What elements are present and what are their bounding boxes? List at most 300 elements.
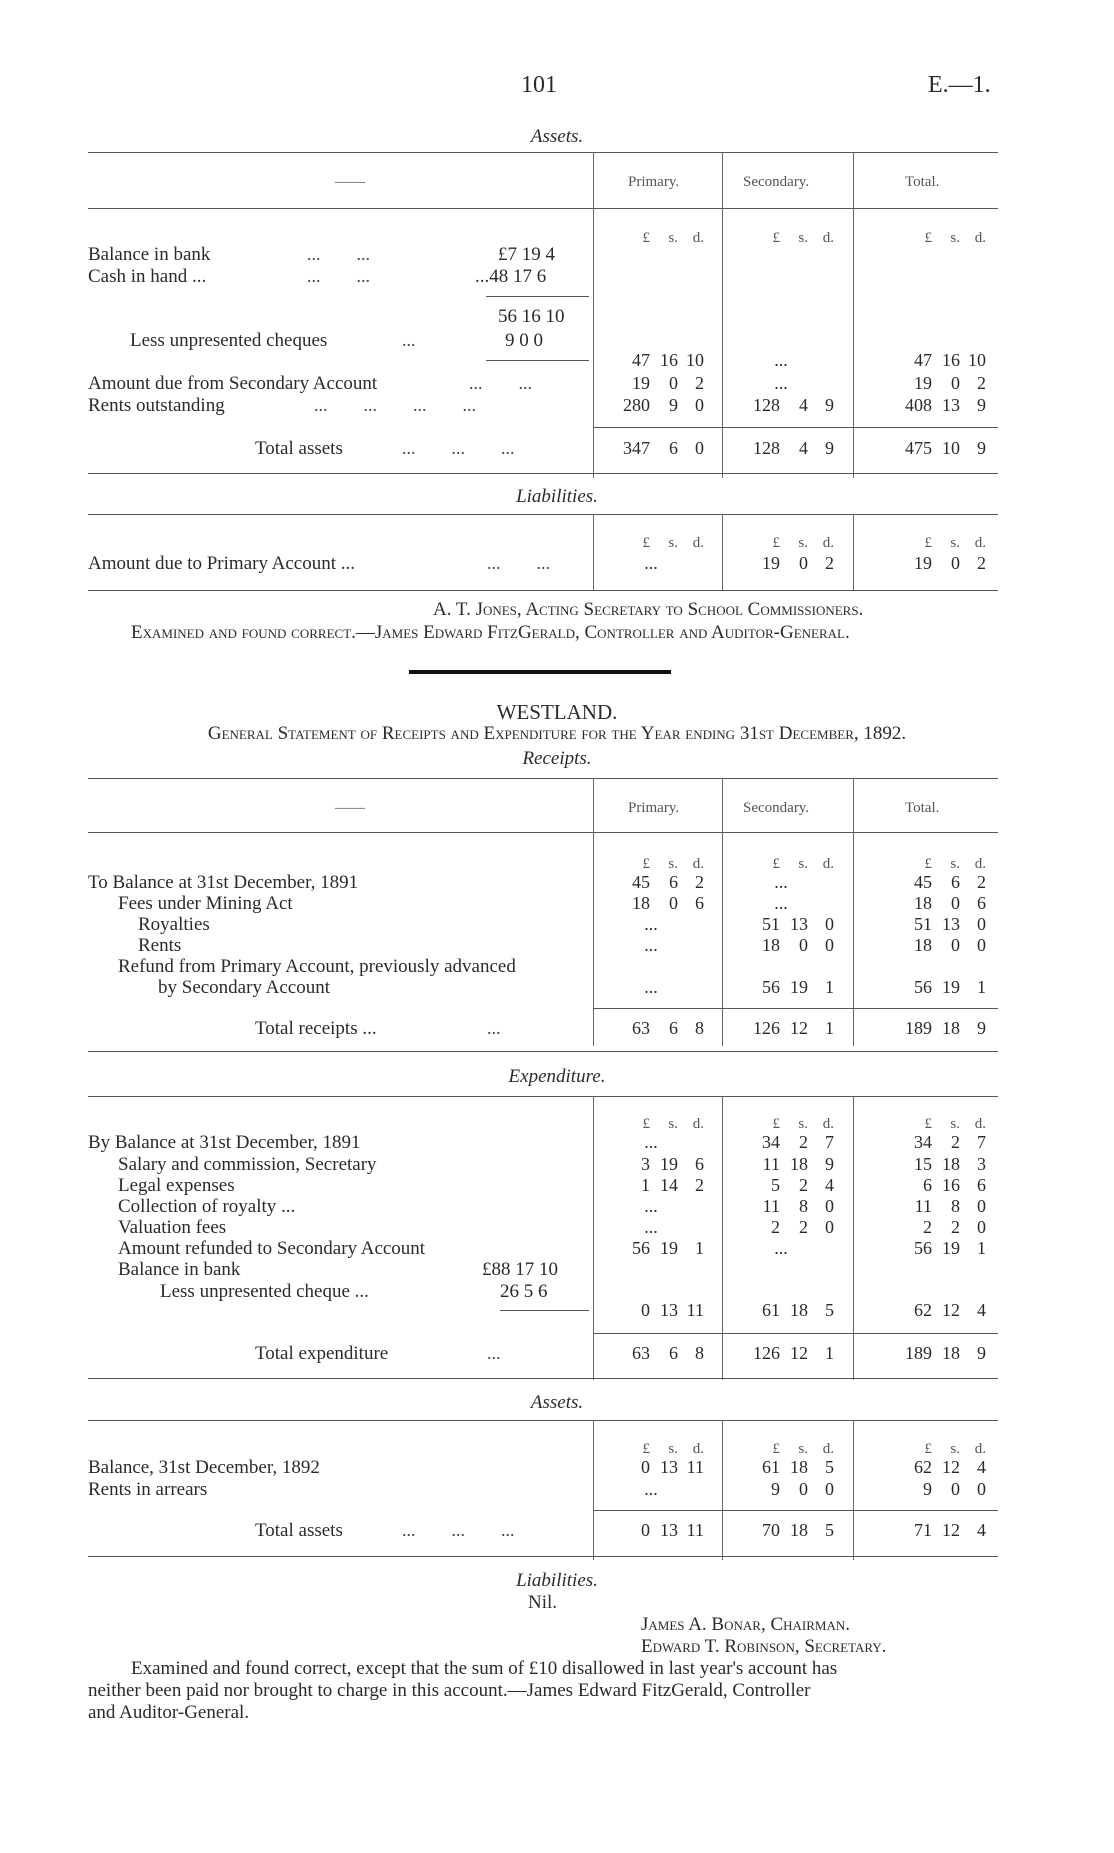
unit-pound: £ [772,856,780,872]
expenditure-heading: Expenditure. [508,1066,606,1087]
westland-asset-0-total-shillings: 12 [942,1457,960,1477]
expenditure-2-secondary-pence: 4 [825,1175,834,1195]
westland-asset-0-secondary-pence: 5 [825,1457,834,1477]
unit-pound: £ [642,535,650,551]
column-divider [722,1096,723,1380]
rents-outstanding-primary [598,395,704,416]
amount-due-primary-secondary-shillings: 0 [799,553,808,573]
net-row-total-pence: 10 [968,350,986,370]
unit-pence: d. [822,230,834,246]
expenditure-4-total-pence: 0 [977,1217,986,1237]
total-receipts-primary [598,1018,704,1039]
westland-asset-0-total-pounds: 62 [914,1457,932,1477]
expenditure-label-4: Valuation fees [118,1217,227,1238]
column-divider [853,514,854,590]
receipt-5-secondary-shillings: 19 [790,977,808,997]
receipt-5-primary [598,977,704,998]
expenditure-5-total-shillings: 19 [942,1238,960,1258]
rents-outstanding-label: Rents outstanding [88,395,225,416]
westland-title: WESTLAND. [496,700,618,724]
net-row-secondary-nil: ... [774,350,788,370]
cash-in-hand-label: Cash in hand ... [88,266,207,287]
westland-asset-1-total-pounds: 9 [923,1479,932,1499]
expenditure-1-primary-shillings: 19 [660,1154,678,1174]
receipt-2-secondary-pence: 0 [825,914,834,934]
balance-net-rule [500,1310,589,1311]
westland-asset-1-secondary-pence: 0 [825,1479,834,1499]
expenditure-1-total-pence: 3 [977,1154,986,1174]
unit-shilling: s. [668,856,678,872]
expenditure-4-secondary-pence: 0 [825,1217,834,1237]
total-assets-primary [598,438,704,459]
receipt-3-total [880,935,986,956]
total-expenditure-total-pounds: 189 [905,1343,932,1363]
amount-due-secondary-secondary-nil: ... [774,373,788,393]
unit-pound: £ [642,1116,650,1132]
westland-total-assets-secondary-pence: 5 [825,1520,834,1540]
westland-total-assets-secondary [728,1520,834,1541]
unit-shilling: s. [950,230,960,246]
amount-due-primary-label: Amount due to Primary Account ... [88,553,356,574]
westland-asset-1-total [880,1479,986,1500]
amount-due-secondary-primary [598,373,704,394]
rents-outstanding-secondary [728,395,834,416]
less-cheque-label: Less unpresented cheque ... [160,1281,369,1302]
unit-shilling: s. [798,1116,808,1132]
unit-shilling: s. [668,230,678,246]
less-cheques-label: Less unpresented cheques [130,330,328,351]
net-rule [486,360,589,361]
less-cheque-amount: 26 5 6 [500,1281,548,1302]
expenditure-3-secondary-pounds: 11 [762,1196,780,1216]
column-divider [593,1420,594,1560]
column-header-blank: —— [335,174,365,190]
expenditure-5-primary-pounds: 56 [632,1238,650,1258]
receipt-3-secondary-shillings: 0 [799,935,808,955]
westland-total-assets-primary-pence: 11 [686,1520,704,1540]
rents-outstanding-total-shillings: 13 [942,395,960,415]
expenditure-2-secondary [728,1175,834,1196]
expenditure-3-secondary [728,1196,834,1217]
expenditure-2-primary-pounds: 1 [641,1175,650,1195]
signature-jones: A. T. Jones, Acting Secretary to School Commissioners. [433,599,864,620]
westland-balance-in-bank-label: Balance in bank [118,1259,241,1280]
expenditure-label-2: Legal expenses [118,1175,235,1196]
expenditure-3-total-shillings: 8 [951,1196,960,1216]
liabilities-bottom-rule [88,590,998,591]
unit-pence: d. [692,535,704,551]
assets-heading: Assets. [530,126,584,147]
unit-pound: £ [772,1441,780,1457]
unit-shilling: s. [798,535,808,551]
balance-net-secondary-pounds: 61 [762,1300,780,1320]
expenditure-3-total-pounds: 11 [914,1196,932,1216]
total-assets-secondary [728,438,834,459]
secretary-signature: Edward T. Robinson, Secretary. [641,1636,887,1657]
receipt-0-total-pence: 2 [977,872,986,892]
expenditure-label-5: Amount refunded to Secondary Account [118,1238,426,1259]
column-divider [722,152,723,478]
expenditure-5-total [880,1238,986,1259]
leader-dots: ... ... ... [402,1520,515,1540]
unit-pound: £ [924,230,932,246]
receipt-5-secondary [728,977,834,998]
unit-shilling: s. [950,535,960,551]
amount-due-primary-primary-nil: ... [644,553,658,573]
unit-pound: £ [924,1116,932,1132]
total-assets-total-shillings: 10 [942,438,960,458]
unit-pound: £ [642,856,650,872]
westland-asset-0-primary-pence: 11 [686,1457,704,1477]
receipt-1-total-shillings: 0 [951,893,960,913]
total-expenditure-label: Total expenditure [255,1343,389,1364]
westland-total-assets-primary-pounds: 0 [641,1520,650,1540]
rents-outstanding-secondary-pence: 9 [825,395,834,415]
expenditure-top-rule [88,1096,998,1097]
receipt-label-5: by Secondary Account [158,977,331,998]
expenditure-2-total-shillings: 16 [942,1175,960,1195]
leader-dots: ... ... ... [402,438,515,458]
total-expenditure-total-shillings: 18 [942,1343,960,1363]
expenditure-label-1: Salary and commission, Secretary [118,1154,377,1175]
total-expenditure-secondary [728,1343,834,1364]
westland-total-assets-total-pence: 4 [977,1520,986,1540]
unit-header-secondary [728,1437,834,1458]
receipt-3-primary [598,935,704,956]
unit-pence: d. [974,1441,986,1457]
receipt-3-total-pence: 0 [977,935,986,955]
receipt-label-0: To Balance at 31st December, 1891 [88,872,359,893]
westland-total-assets-total-shillings: 12 [942,1520,960,1540]
receipt-1-primary-shillings: 0 [669,893,678,913]
receipt-2-total-pence: 0 [977,914,986,934]
receipt-3-total-shillings: 0 [951,935,960,955]
receipt-1-total-pounds: 18 [914,893,932,913]
unit-pence: d. [692,230,704,246]
amount-due-primary-secondary-pence: 2 [825,553,834,573]
total-receipts-secondary [728,1018,834,1039]
expenditure-1-secondary-shillings: 18 [790,1154,808,1174]
receipt-5-total-pounds: 56 [914,977,932,997]
unit-header-secondary [728,852,834,873]
total-receipts-total-pounds: 189 [905,1018,932,1038]
examined-statement: Examined and found correct.—James Edward FitzGerald, Controller and Auditor-General. [131,622,850,643]
total-assets-total [880,438,986,459]
amount-due-primary-total-pence: 2 [977,553,986,573]
amount-due-secondary-total-pence: 2 [977,373,986,393]
column-divider [593,778,594,1046]
expenditure-2-primary-pence: 2 [695,1175,704,1195]
amount-due-secondary-primary-shillings: 0 [669,373,678,393]
westland-asset-1-primary-nil: ... [644,1479,658,1499]
amount-due-primary-total-shillings: 0 [951,553,960,573]
total-assets-primary-pence: 0 [695,438,704,458]
receipts-total-rule [593,1008,998,1009]
rents-outstanding-primary-shillings: 9 [669,395,678,415]
total-rule [593,427,998,428]
receipt-3-secondary [728,935,834,956]
receipts-heading: Receipts. [522,748,592,769]
westland-total-assets-label: Total assets [255,1520,343,1541]
liabilities-top-rule [88,514,998,515]
rents-outstanding-secondary-shillings: 4 [799,395,808,415]
unit-pound: £ [772,535,780,551]
section-separator [409,670,671,674]
unit-pound: £ [642,1441,650,1457]
expenditure-0-total-pence: 7 [977,1132,986,1152]
expenditure-4-secondary [728,1217,834,1238]
unit-header-secondary [728,531,834,552]
westland-liabilities-heading: Liabilities. [516,1570,598,1591]
rents-outstanding-primary-pounds: 280 [623,395,650,415]
receipt-0-primary-pounds: 45 [632,872,650,892]
unit-shilling: s. [798,1441,808,1457]
westland-total-assets-primary-shillings: 13 [660,1520,678,1540]
expenditure-3-secondary-shillings: 8 [799,1196,808,1216]
balance-net-secondary [728,1300,834,1321]
expenditure-1-secondary-pence: 9 [825,1154,834,1174]
receipt-0-secondary [728,872,834,893]
receipt-label-2: Royalties [138,914,210,935]
receipt-0-total-shillings: 6 [951,872,960,892]
receipts-bottom-rule [88,1051,998,1052]
amount-due-primary-total [880,553,986,574]
column-header-primary: Primary. [628,174,680,190]
amount-due-primary-secondary-pounds: 19 [762,553,780,573]
liabilities-heading: Liabilities. [516,486,598,507]
receipt-5-total [880,977,986,998]
amount-due-primary-total-pounds: 19 [914,553,932,573]
receipt-0-secondary-nil: ... [774,872,788,892]
header-bottom-rule [88,208,998,209]
expenditure-5-secondary [728,1238,834,1259]
rents-outstanding-total [880,395,986,416]
unit-header-total [880,226,986,247]
amount-due-secondary-secondary [728,373,834,394]
expenditure-2-total-pounds: 6 [923,1175,932,1195]
receipt-0-primary-shillings: 6 [669,872,678,892]
balance-net-total-shillings: 12 [942,1300,960,1320]
westland-asset-1-total-pence: 0 [977,1479,986,1499]
column-divider [722,778,723,1046]
net-row-primary-pence: 10 [686,350,704,370]
westland-assets-bottom-rule [88,1556,998,1557]
unit-shilling: s. [798,230,808,246]
unit-header-total [880,531,986,552]
expenditure-1-total-pounds: 15 [914,1154,932,1174]
expenditure-2-total-pence: 6 [977,1175,986,1195]
subtotal-amount: 56 16 10 [498,306,565,327]
unit-pence: d. [822,535,834,551]
unit-header-total [880,1112,986,1133]
receipt-2-primary-nil: ... [644,914,658,934]
unit-pound: £ [642,230,650,246]
expenditure-0-secondary-shillings: 2 [799,1132,808,1152]
receipt-0-total [880,872,986,893]
leader-dots: ... ... [487,553,550,573]
column-header-total: Total. [905,174,940,190]
rents-outstanding-total-pence: 9 [977,395,986,415]
receipt-0-primary [598,872,704,893]
balance-net-total [880,1300,986,1321]
total-assets-primary-shillings: 6 [669,438,678,458]
expenditure-5-primary [598,1238,704,1259]
total-receipts-primary-pounds: 63 [632,1018,650,1038]
unit-header-primary [598,531,704,552]
receipt-0-total-pounds: 45 [914,872,932,892]
westland-asset-0-primary-pounds: 0 [641,1457,650,1477]
expenditure-0-secondary [728,1132,834,1153]
westland-assets-total-rule [593,1510,998,1511]
expenditure-5-primary-pence: 1 [695,1238,704,1258]
net-row-primary-pounds: 47 [632,350,650,370]
westland-asset-0-secondary-pounds: 61 [762,1457,780,1477]
column-divider [853,778,854,1046]
column-header-total: Total. [905,800,940,816]
receipt-1-primary [598,893,704,914]
column-divider [722,1420,723,1560]
unit-shilling: s. [950,856,960,872]
receipt-2-secondary-shillings: 13 [790,914,808,934]
subtotal-rule [486,296,589,297]
expenditure-4-primary-nil: ... [644,1217,658,1237]
receipt-2-total-shillings: 13 [942,914,960,934]
expenditure-5-total-pence: 1 [977,1238,986,1258]
leader-dots: ... [487,1343,501,1363]
document-reference: E.—1. [928,72,991,98]
unit-header-primary [598,1112,704,1133]
total-receipts-total-shillings: 18 [942,1018,960,1038]
expenditure-3-primary-nil: ... [644,1196,658,1216]
total-receipts-secondary-pence: 1 [825,1018,834,1038]
westland-asset-1-primary [598,1479,704,1500]
expenditure-4-secondary-shillings: 2 [799,1217,808,1237]
westland-asset-0-secondary-shillings: 18 [790,1457,808,1477]
expenditure-3-total [880,1196,986,1217]
expenditure-1-primary-pounds: 3 [641,1154,650,1174]
leader-dots: ... [402,330,416,350]
receipts-header-rule [88,832,998,833]
leader-dots: ... [487,1018,501,1038]
unit-pound: £ [924,535,932,551]
receipts-top-rule [88,778,998,779]
receipt-1-secondary [728,893,834,914]
receipt-1-total [880,893,986,914]
expenditure-0-primary [598,1132,704,1153]
total-receipts-primary-shillings: 6 [669,1018,678,1038]
unit-shilling: s. [950,1441,960,1457]
westland-total-assets-primary [598,1520,704,1541]
receipt-2-secondary [728,914,834,935]
cash-in-hand-amount: ...48 17 6 [475,266,547,287]
balance-in-bank-label: Balance in bank [88,244,211,265]
less-cheques-amount: 9 0 0 [505,330,543,351]
total-receipts-secondary-shillings: 12 [790,1018,808,1038]
unit-shilling: s. [668,1441,678,1457]
expenditure-1-primary [598,1154,704,1175]
column-divider [593,152,594,478]
amount-due-secondary-primary-pounds: 19 [632,373,650,393]
unit-header-total [880,852,986,873]
receipt-label-1: Fees under Mining Act [118,893,293,914]
column-header-blank: —— [335,800,365,816]
unit-header-secondary [728,1112,834,1133]
receipt-0-primary-pence: 2 [695,872,704,892]
expenditure-2-secondary-shillings: 2 [799,1175,808,1195]
westland-asset-0-total-pence: 4 [977,1457,986,1477]
westland-total-assets-secondary-shillings: 18 [790,1520,808,1540]
receipt-2-total-pounds: 51 [914,914,932,934]
expenditure-2-secondary-pounds: 5 [771,1175,780,1195]
unit-header-total [880,1437,986,1458]
unit-pence: d. [974,856,986,872]
rents-outstanding-secondary-pounds: 128 [753,395,780,415]
westland-total-assets-total-pounds: 71 [914,1520,932,1540]
net-row-primary-shillings: 16 [660,350,678,370]
net-row-secondary [728,350,834,371]
unit-pence: d. [692,1441,704,1457]
unit-header-primary [598,852,704,873]
balance-net-total-pence: 4 [977,1300,986,1320]
receipt-5-total-shillings: 19 [942,977,960,997]
expenditure-2-primary-shillings: 14 [660,1175,678,1195]
total-expenditure-secondary-pounds: 126 [753,1343,780,1363]
total-receipts-total-pence: 9 [977,1018,986,1038]
unit-pence: d. [822,1116,834,1132]
chairman-signature: James A. Bonar, Chairman. [641,1614,850,1635]
expenditure-total-rule [593,1333,998,1334]
expenditure-1-total [880,1154,986,1175]
total-assets-label: Total assets [255,438,343,459]
column-divider [593,514,594,590]
total-expenditure-total-pence: 9 [977,1343,986,1363]
table-bottom-rule [88,473,998,474]
westland-examined-line3: and Auditor-General. [88,1702,250,1723]
total-expenditure-total [880,1343,986,1364]
unit-pound: £ [924,1441,932,1457]
balance-in-bank-amount: £7 19 4 [498,244,555,265]
amount-due-secondary-primary-pence: 2 [695,373,704,393]
westland-asset-1-secondary-pounds: 9 [771,1479,780,1499]
expenditure-2-primary [598,1175,704,1196]
total-receipts-primary-pence: 8 [695,1018,704,1038]
total-expenditure-primary-pounds: 63 [632,1343,650,1363]
total-receipts-label: Total receipts ... [255,1018,377,1039]
receipt-3-secondary-pounds: 18 [762,935,780,955]
westland-subtitle: General Statement of Receipts and Expenditure for the Year ending 31st December, 1892. [207,723,907,744]
westland-examined-line1: Examined and found correct, except that the sum of £10 disallowed in last year's account has [131,1658,838,1679]
table-top-rule [88,152,998,153]
westland-assets-top-rule [88,1420,998,1421]
unit-pence: d. [974,1116,986,1132]
receipt-1-total-pence: 6 [977,893,986,913]
westland-asset-1-secondary-shillings: 0 [799,1479,808,1499]
expenditure-5-total-pounds: 56 [914,1238,932,1258]
expenditure-3-secondary-pence: 0 [825,1196,834,1216]
expenditure-0-total-shillings: 2 [951,1132,960,1152]
expenditure-1-secondary-pounds: 11 [762,1154,780,1174]
unit-pound: £ [772,1116,780,1132]
amount-due-secondary-total [880,373,986,394]
expenditure-label-3: Collection of royalty ... [118,1196,296,1217]
expenditure-bottom-rule [88,1378,998,1379]
unit-shilling: s. [798,856,808,872]
total-assets-total-pounds: 475 [905,438,932,458]
westland-asset-label-1: Rents in arrears [88,1479,208,1500]
column-header-secondary: Secondary. [743,800,810,816]
total-receipts-total [880,1018,986,1039]
column-divider [853,1096,854,1380]
